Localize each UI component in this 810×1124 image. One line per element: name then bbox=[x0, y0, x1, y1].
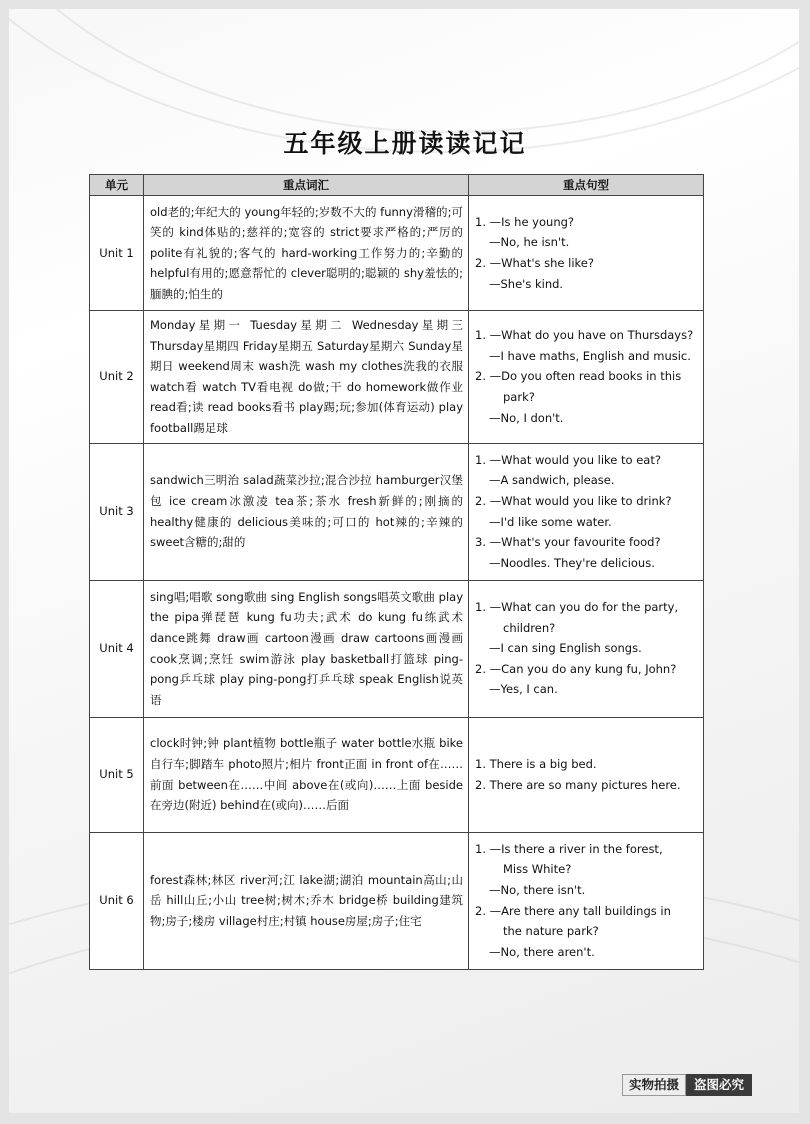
sentence-line: 1. —Is he young? bbox=[475, 214, 575, 229]
sentence-line: —A sandwich, please. bbox=[489, 473, 615, 488]
unit-cell: Unit 6 bbox=[90, 832, 144, 969]
sentences-cell bbox=[469, 717, 704, 832]
sentence-line: —I'd like some water. bbox=[489, 514, 612, 529]
sentence-line: 1. —What can you do for the party, bbox=[475, 600, 679, 615]
table-row bbox=[90, 717, 704, 832]
sentence-line: 1. —Is there a river in the forest, bbox=[475, 841, 663, 856]
table-row bbox=[90, 443, 704, 580]
vocabulary-table bbox=[89, 174, 704, 970]
table-row bbox=[90, 832, 704, 969]
sentence-line: —I have maths, English and music. bbox=[489, 348, 691, 363]
sentences-cell bbox=[469, 443, 704, 580]
page-title: 五年级上册读读记记 bbox=[283, 129, 527, 158]
vocabulary-cell: Monday星期一 Tuesday星期二 Wednesday星期三 Thursday星期四 Friday星期五 Saturday星期六 Sunday星期日 weekend周末 wash洗 wash my clothes洗我的衣服 watch看 watch TV看电视 do做;干 do homework做作业 read看;读 read books看书 play踢;玩;参加(体育运动) play football踢足球 bbox=[144, 311, 469, 444]
unit-cell: Unit 1 bbox=[90, 196, 144, 311]
vocabulary-cell: sandwich三明治 salad蔬菜沙拉;混合沙拉 hamburger汉堡包 ice cream冰激凌 tea茶;茶水 fresh新鲜的;刚摘的 healthy健康的 delicious美味的;可口的 hot辣的;辛辣的 sweet含糖的;甜的 bbox=[144, 443, 469, 580]
sentence-line: —Noodles. They're delicious. bbox=[489, 555, 655, 570]
header-vocabulary: 重点词汇 bbox=[144, 175, 469, 196]
table-row bbox=[90, 311, 704, 444]
sentence-line: —I can sing English songs. bbox=[489, 641, 642, 656]
table-row bbox=[90, 196, 704, 311]
sentence-line: —No, there isn't. bbox=[489, 882, 586, 897]
sentence-line: children? bbox=[503, 620, 556, 635]
unit-cell: Unit 4 bbox=[90, 580, 144, 717]
header-sentences: 重点句型 bbox=[469, 175, 704, 196]
unit-cell: Unit 2 bbox=[90, 311, 144, 444]
table-row bbox=[90, 580, 704, 717]
sentence-line: —No, he isn't. bbox=[489, 235, 570, 250]
sentence-line: —No, there aren't. bbox=[489, 944, 595, 959]
header-unit: 单元 bbox=[90, 175, 144, 196]
vocabulary-cell: clock时钟;钟 plant植物 bottle瓶子 water bottle水瓶 bike自行车;脚踏车 photo照片;相片 front正面 in front of在……前面 between在……中间 above在(或向)……上面 beside在旁边(附近) behind在(或向)……后面 bbox=[144, 717, 469, 832]
unit-cell: Unit 3 bbox=[90, 443, 144, 580]
table-header-row bbox=[90, 175, 704, 196]
badge-left: 实物拍摄 bbox=[622, 1074, 686, 1096]
sentence-line: 2. —What's she like? bbox=[475, 256, 594, 270]
sentences-cell bbox=[469, 832, 704, 969]
sentence-line: Miss White? bbox=[503, 862, 572, 877]
sentences-cell bbox=[469, 580, 704, 717]
sentence-line: 3. —What's your favourite food? bbox=[475, 535, 661, 550]
unit-cell: Unit 5 bbox=[90, 717, 144, 832]
sentence-line: the nature park? bbox=[503, 924, 599, 939]
sentence-line: —She's kind. bbox=[489, 276, 564, 291]
sentence-line: 1. —What do you have on Thursdays? bbox=[475, 328, 694, 343]
sentence-line: park? bbox=[503, 390, 535, 405]
sentences-cell bbox=[469, 311, 704, 444]
vocabulary-cell: sing唱;唱歌 song歌曲 sing English songs唱英文歌曲 play the pipa弹琵琶 kung fu功夫;武术 do kung fu练武术 dance跳舞 draw画 cartoon漫画 draw cartoons画漫画 cook烹调;烹饪 swim游泳 play basketball打篮球 ping-pong乒乓球 play ping-pong打乒乓球 speak English说英语 bbox=[144, 580, 469, 717]
sentence-line: —No, I don't. bbox=[489, 410, 564, 425]
sentence-line: —Yes, I can. bbox=[489, 682, 558, 697]
sentence-line: 2. There are so many pictures here. bbox=[475, 777, 681, 792]
sentence-line: 2. —What would you like to drink? bbox=[475, 493, 672, 508]
badge-right: 盗图必究 bbox=[686, 1074, 752, 1096]
watermark-badge bbox=[622, 1074, 752, 1096]
sentence-line: 1. There is a big bed. bbox=[475, 756, 597, 771]
sentence-line: 2. —Can you do any kung fu, John? bbox=[475, 661, 677, 676]
sentence-line: 1. —What would you like to eat? bbox=[475, 452, 661, 467]
sentence-line: 2. —Are there any tall buildings in bbox=[475, 903, 671, 918]
sentence-line: 2. —Do you often read books in this bbox=[475, 369, 682, 384]
vocabulary-cell: old老的;年纪大的 young年轻的;岁数不大的 funny滑稽的;可笑的 kind体贴的;慈祥的;宽容的 strict要求严格的;严厉的 polite有礼貌的;客气的 hard-working工作努力的;辛勤的 helpful有用的;愿意帮忙的 clever聪明的;聪颖的 shy羞怯的;腼腆的;怕生的 bbox=[144, 196, 469, 311]
sentences-cell bbox=[469, 196, 704, 311]
vocabulary-cell: forest森林;林区 river河;江 lake湖;湖泊 mountain高山;山岳 hill山丘;小山 tree树;树木;乔木 bridge桥 building建筑物;房子;楼房 village村庄;村镇 house房屋;房子;住宅 bbox=[144, 832, 469, 969]
